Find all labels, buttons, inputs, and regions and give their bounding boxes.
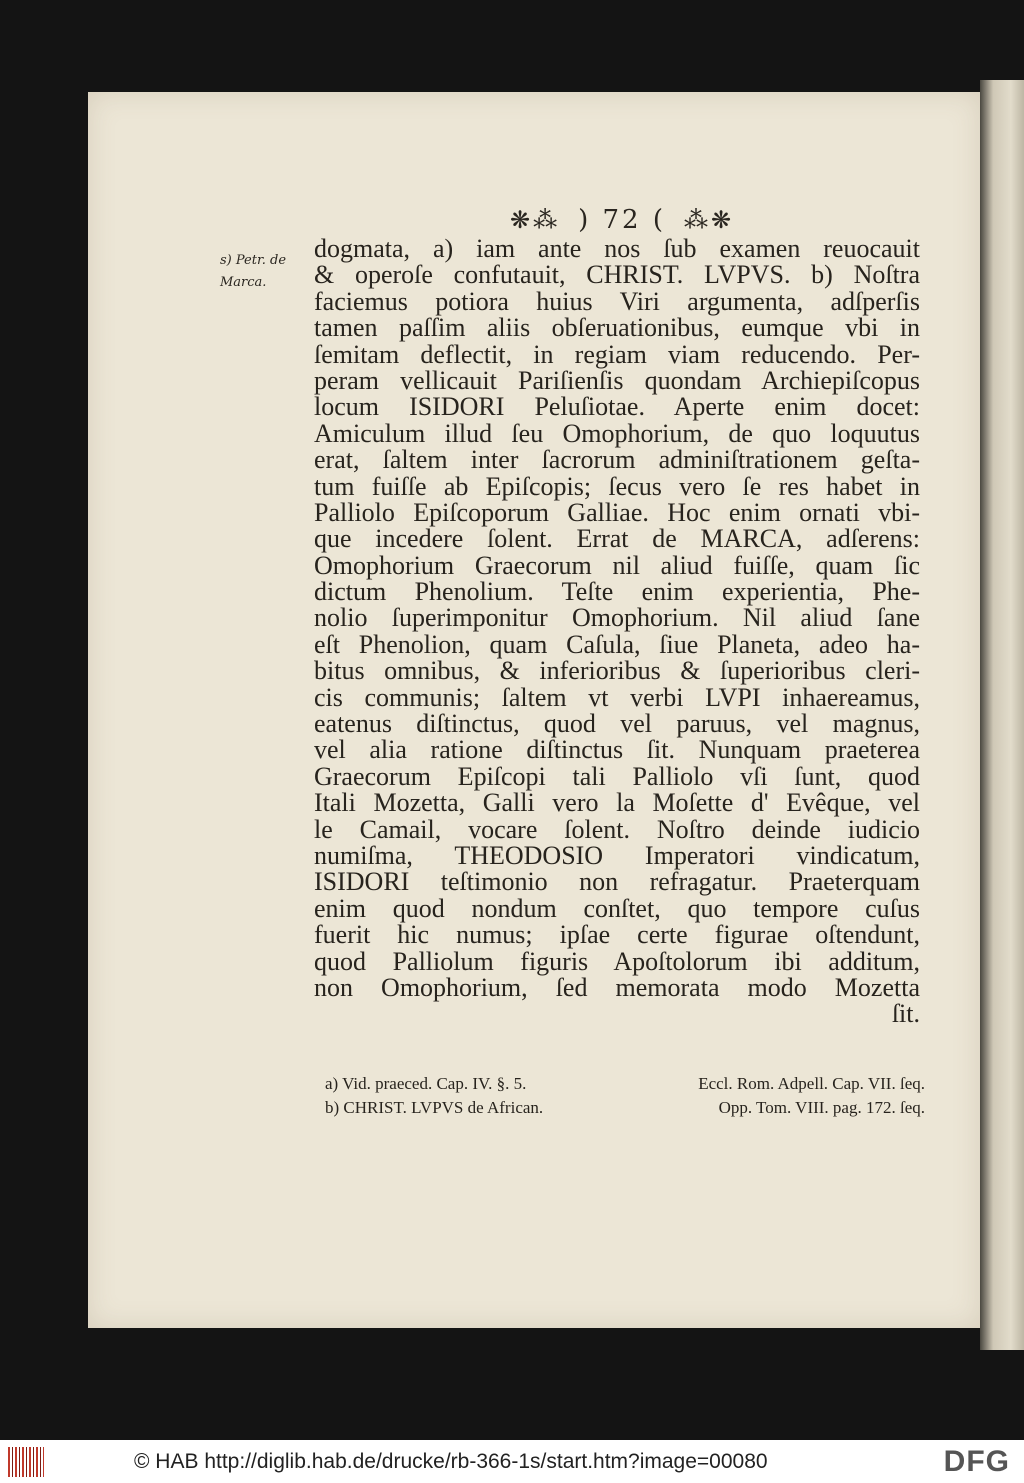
margin-note [220,250,310,294]
footnote-b-left: b) CHRIST. LVPVS de African. [325,1098,544,1117]
text-line: numiſma, THEODOSIO Imperatori vindicatum, [314,840,920,870]
text-line: locum ISIDORI Peluſiotae. Aperte enim docet: [314,392,920,422]
text-line: vel alia ratione diſtinctus ſit. Nunquam praeterea [314,735,920,765]
body-text [314,236,920,1028]
text-line: erat, ſaltem inter ſacrorum adminiſtrationem geſta- [314,445,920,475]
text-line: faciemus potiora huius Viri argumenta, adſperſis [314,286,920,316]
text-line: tamen paſſim aliis obſeruationibus, eumque vbi in [314,313,920,343]
footnote-a-right: Eccl. Rom. Adpell. Cap. VII. ſeq. [698,1074,925,1093]
dfg-logo: DFG [943,1444,1010,1478]
footnotes [325,1072,925,1120]
page-number: ) 72 ( [578,205,667,235]
text-line: fuerit hic numus; ipſae certe figurae oſtendunt, [314,920,920,950]
text-line: que incedere ſolent. Errat de MARCA, adſerens: [314,524,920,554]
text-line: & operoſe confutauit, CHRIST. LVPVS. b) Noſtra [314,260,920,290]
text-line: Omophorium Graecorum nil aliud fuiſſe, quam ſic [314,550,920,580]
text-line: eſt Phenolion, quam Caſula, ſiue Planeta, adeo ha- [314,629,920,659]
text-line: dictum Phenolium. Teſte enim experientia, Phe- [314,577,920,607]
text-line: eatenus diſtinctus, quod vel paruus, vel magnus, [314,709,920,739]
footnote-b [325,1096,925,1120]
text-line: peram vellicauit Pariſienſis quondam Archiepiſcopus [314,365,920,395]
text-line: dogmata, a) iam ante nos ſub examen reuocauit [314,234,920,263]
text-line: quod Palliolum figuris Apoſtolorum ibi additum, [314,946,920,976]
text-line: enim quod nondum conſtet, quo tempore cuſus [314,893,920,923]
text-line: Graecorum Epiſcopi tali Palliolo vſi ſunt, quod [314,761,920,791]
text-line: bitus omnibus, & inferioribus & ſuperioribus cleri- [314,656,920,686]
text-line: Amiculum illud ſeu Omophorium, de quo loquutus [314,418,920,448]
footer-bar [0,1440,1024,1483]
ornament-left-icon: ❋⁂ [510,206,561,234]
footnote-a [325,1072,925,1096]
text-line: ſit. [891,999,920,1029]
text-line: Palliolo Epiſcoporum Galliae. Hoc enim ornati vbi- [314,497,920,527]
hab-logo-icon [8,1447,44,1477]
next-page-edge [980,80,1024,1350]
text-line: non Omophorium, ſed memorata modo Mozetta [314,972,920,1002]
text-line: ISIDORI teſtimonio non refragatur. Praeterquam [314,867,920,897]
margin-note-line: s) Petr. de [220,253,287,268]
text-line: tum fuiſſe ab Epiſcopis; ſecus vero ſe res habet in [314,471,920,501]
footnote-a-left: a) Vid. praeced. Cap. IV. §. 5. [325,1074,527,1093]
text-line: cis communis; ſaltem vt verbi LVPI inhaereamus, [314,682,920,712]
copyright-link[interactable]: © HAB http://diglib.hab.de/drucke/rb-366-1s/start.htm?image=00080 [134,1449,768,1473]
text-line: Itali Mozetta, Galli vero la Moſette d' Evêque, vel [314,788,920,818]
text-line: nolio ſuperimponitur Omophorium. Nil aliud ſane [314,603,920,633]
ornament-right-icon: ⁂❋ [684,206,735,234]
margin-note-line: Marca. [220,275,267,290]
footnote-b-right: Opp. Tom. VIII. pag. 172. ſeq. [718,1098,925,1117]
text-line: le Camail, vocare ſolent. Noſtro deinde iudicio [314,814,920,844]
text-line: ſemitam deflectit, in regiam viam reducendo. Per- [314,339,920,369]
